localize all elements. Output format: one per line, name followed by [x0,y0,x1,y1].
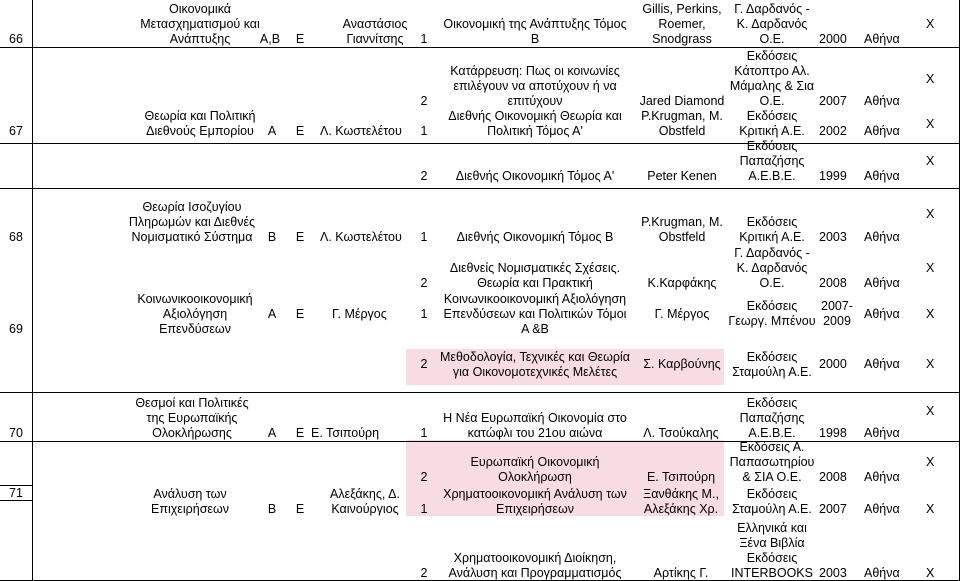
year: 2007 [819,502,847,516]
book-title: Η Νέα Ευρωπαϊκή Οικονομία στο κατώφλι του 21ου αιώνα [443,411,627,440]
course-type: Ε [295,502,305,516]
year: 2002 [819,124,847,138]
mark: Χ [926,455,935,469]
city: Αθήνα [864,32,900,46]
course-type: Ε [295,426,305,440]
mark: Χ [926,207,935,221]
course-name: Κοινωνικοοικονομική Αξιολόγηση Επενδύσεων [137,292,253,336]
book-author: Γ. Μέργος [654,307,710,321]
semester: Α [267,426,277,440]
year: 2003 [819,230,847,244]
instructor: Αλεξάκης, Δ. Καινούργιος [330,487,400,516]
year: 1999 [819,169,847,183]
publisher: Εκδόσεις Α. Παπασωτηρίου & ΣΙΑ Ο.Ε. [729,440,815,484]
city: Αθήνα [864,566,900,580]
city: Αθήνα [864,357,900,371]
course-type: Ε [295,307,305,321]
year: 2000 [819,32,847,46]
city: Αθήνα [864,169,900,183]
row-number: 67 [9,124,23,138]
semester: Β [267,502,277,516]
row-divider [0,392,960,393]
publisher: Εκδόσεις Κριτική Α.Ε. [739,215,805,244]
year: 2007- 2009 [821,299,853,328]
book-title: Χρηματοοικονομική Διοίκηση, Ανάλυση και Προγραμματισμός [448,551,622,580]
city: Αθήνα [864,230,900,244]
course-type: Ε [295,230,305,244]
book-number: 2 [420,276,428,290]
course-name: Ανάλυση των Επιχειρήσεων [150,487,229,516]
mark: Χ [926,357,935,371]
course-name: Θεωρία και Πολιτική Διεθνούς Εμπορίου [144,109,256,138]
book-number: 2 [420,169,428,183]
mark: Χ [926,566,935,580]
mark: Χ [926,261,935,275]
publisher: Εκδόσεις Σταμούλη Α.Ε. [732,487,812,516]
book-author: Αρτίκης Γ. [653,566,709,580]
book-number: 1 [420,426,428,440]
semester: Α,Β [259,32,281,46]
semester: Α [267,124,277,138]
book-title: Κοινωνικοοικονομική Αξιολόγηση Επενδύσεων και Πολιτικών Τόμοι Α &Β [443,292,627,336]
book-title: Διεθνής Οικονομική Τόμος Β [456,230,614,244]
book-author: Ε. Τσιπούρη [646,470,716,484]
course-type: Ε [295,32,305,46]
course-name: Οικονομικά Μετασχηματισμού και Ανάπτυξης [140,2,260,46]
book-number: 1 [420,32,428,46]
book-number: 2 [420,357,428,371]
instructor: Γ. Μέργος [332,307,387,321]
city: Αθήνα [864,502,900,516]
city: Αθήνα [864,470,900,484]
city: Αθήνα [864,94,900,108]
book-title: Διεθνείς Νομισματικές Σχέσεις. Θεωρία και Πρακτική [449,261,621,290]
book-number: 1 [420,307,428,321]
course-name: Θεωρία Ισοζυγίου Πληρωμών και Διεθνές Νομισματικό Σύστημα [128,200,256,244]
year: 2003 [819,566,847,580]
book-number: 2 [420,94,428,108]
book-title: Διεθνής Οικονομική Τόμος Α' [455,169,615,183]
row-number: 66 [9,32,23,46]
semester: Β [267,230,277,244]
mark: Χ [926,17,935,31]
year: 2008 [819,276,847,290]
book-title: Διεθνής Οικονομική Θεωρία και Πολιτική Τόμος Α' [448,109,622,138]
publisher: Εκδόσεις Κριτική Α.Ε. [739,109,805,138]
book-number: 1 [420,124,428,138]
row-number: 70 [9,426,23,440]
book-author: Gillis, Perkins, Roemer, Snodgrass [642,2,722,46]
book-author: P.Krugman, M. Obstfeld [641,109,723,138]
book-author: P.Krugman, M. Obstfeld [641,215,723,244]
city: Αθήνα [864,276,900,290]
publisher: Εκδόσεις Παπαζήσης Α.Ε.Β.Ε. [739,139,805,183]
book-author: Peter Kenen [647,169,717,183]
row-divider [0,188,960,189]
publisher: Γ. Δαρδανός - Κ. Δαρδανός Ο.Ε. [734,246,810,290]
mark: Χ [926,307,935,321]
row-number: 68 [9,230,23,244]
instructor: Αναστάσιος Γιαννίτσης [342,17,408,46]
book-number: 2 [420,470,428,484]
row-number: 71 [9,486,23,500]
year: 2007 [819,94,847,108]
year: 2008 [819,470,847,484]
column-divider [32,0,33,581]
publisher: Εκδόσεις Γεωργ. Μπένου [728,299,816,328]
book-author: Λ. Τσούκαλης [643,426,719,440]
publisher: Εκδόσεις Κάτοπτρο Αλ. Μάμαλης & Σια Ο.Ε. [729,49,815,108]
mark: Χ [926,404,935,418]
city: Αθήνα [864,307,900,321]
book-author: Κ.Καρφάκης [647,276,717,290]
book-author: Σ. Καρβούνης [643,357,721,371]
course-type: Ε [295,124,305,138]
publisher: Εκδόσεις Σταμούλη Α.Ε. [732,350,812,379]
mark: Χ [926,502,935,516]
publisher: Γ. Δαρδανός - Κ. Δαρδανός Ο.Ε. [734,2,810,46]
instructor: Λ. Κωστελέτου [320,230,402,244]
instructor: Ε. Τσιπούρη [311,426,380,440]
book-title: Μεθοδολογία, Τεχνικές και Θεωρία για Οικονομοτεχνικές Μελέτες [439,350,631,379]
mark: Χ [926,117,935,131]
year: 2000 [819,357,847,371]
book-author: Jared Diamond [639,94,725,108]
book-title: Οικονομική της Ανάπτυξης Τόμος Β [443,17,627,46]
publisher: Εκδόσεις Παπαζήσης Α.Ε.Β.Ε. [739,396,805,440]
book-number: 2 [420,566,428,580]
row-number: 69 [9,322,23,336]
book-number: 1 [420,502,428,516]
row-divider [0,47,960,48]
book-number: 1 [420,230,428,244]
year: 1998 [819,426,847,440]
book-title: Ευρωπαϊκή Οικονομική Ολοκλήρωση [470,455,600,484]
mark: Χ [926,154,935,168]
publisher: Ελληνικά και Ξένα Βιβλία Εκδόσεις INTERBOOKS [731,521,813,580]
book-author: Ξανθάκης Μ., Αλεξάκης Χρ. [643,487,719,516]
instructor: Λ. Κωστελέτου [320,124,402,138]
course-name: Θεσμοί και Πολιτικές της Ευρωπαϊκής Ολοκλήρωσης [135,396,249,440]
mark: Χ [926,72,935,86]
semester: Α [267,307,277,321]
book-title: Κατάρρευση: Πως οι κοινωνίες επιλέγουν να αποτύχουν ή να επιτύχουν [450,64,620,108]
book-title: Χρηματοοικονομική Ανάλυση των Επιχειρήσεων [443,487,627,516]
city: Αθήνα [864,124,900,138]
city: Αθήνα [864,426,900,440]
